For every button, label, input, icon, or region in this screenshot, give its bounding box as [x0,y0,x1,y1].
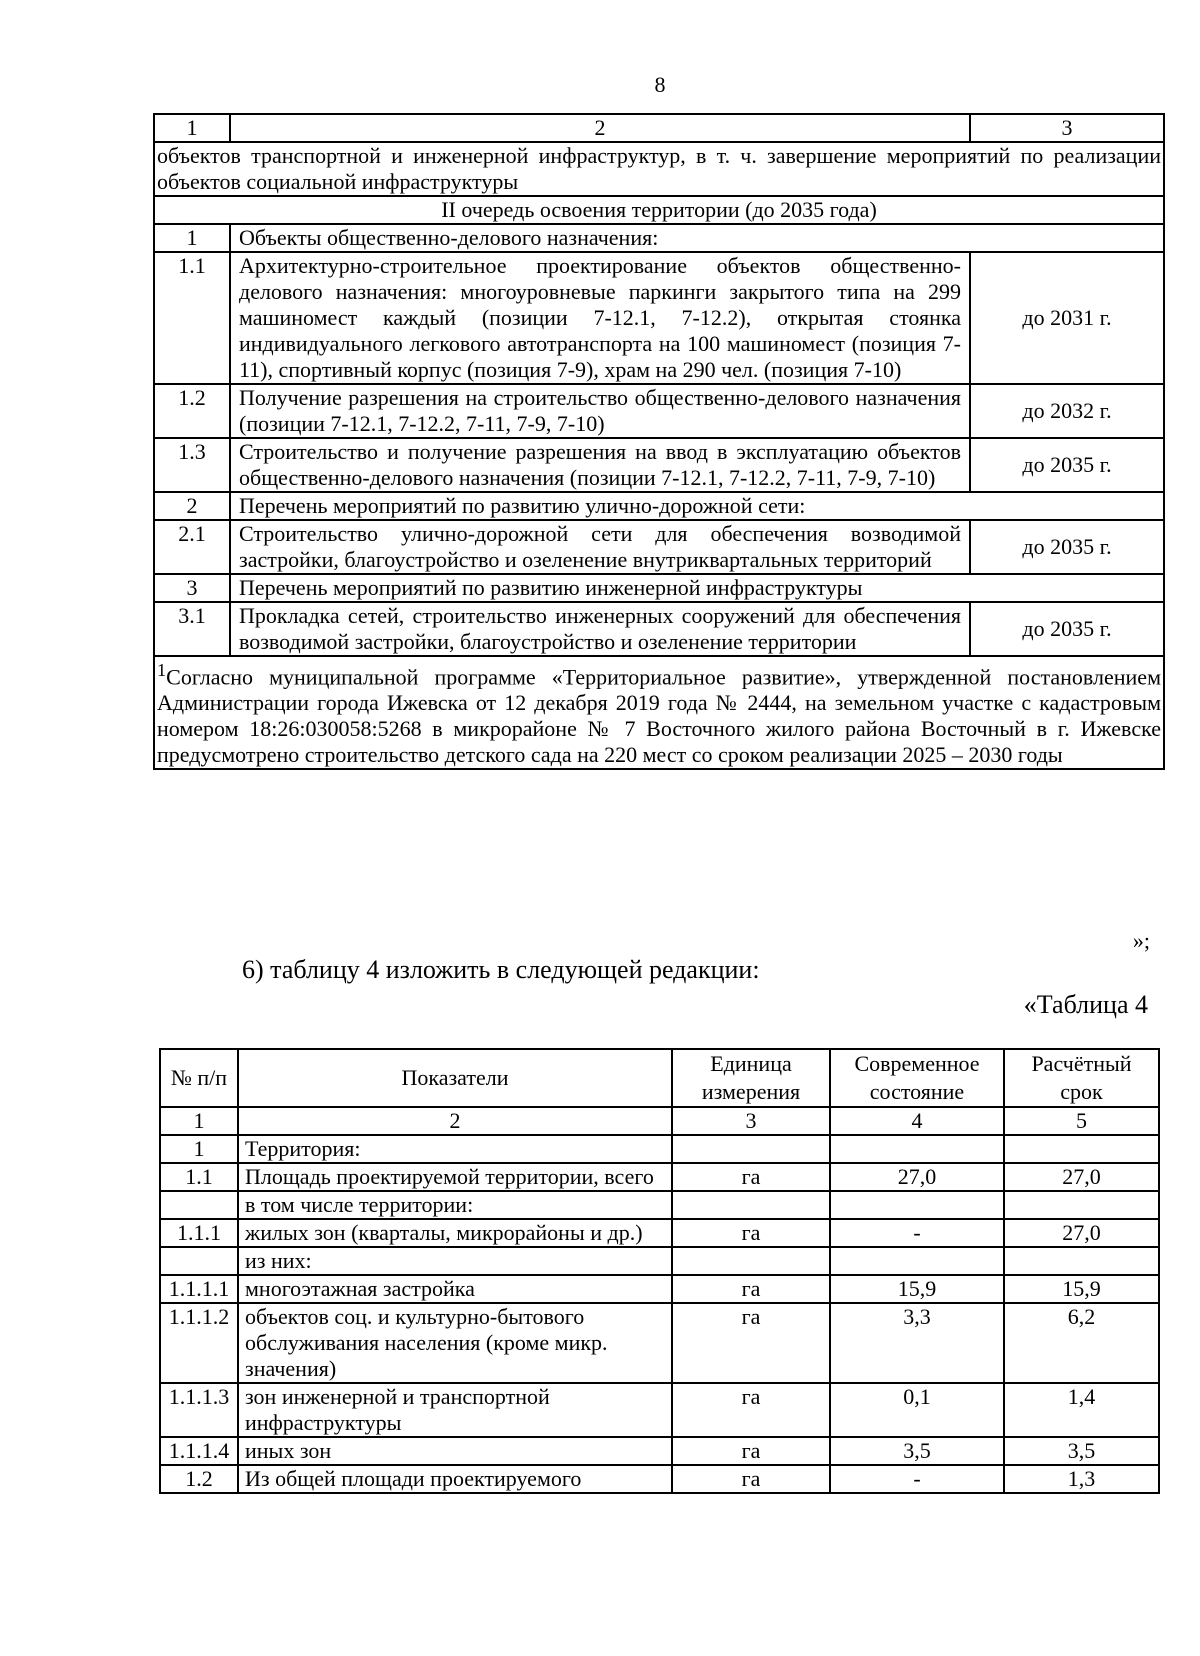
col-number: 4 [830,1107,1004,1135]
table-row [160,1383,1159,1437]
table-row [154,492,1164,520]
row-target: 27,0 [1004,1219,1159,1247]
row-number: 1.2 [160,1465,238,1493]
row-text: Строительство улично-дорожной сети для обеспечения возводимой застройки, благоустройство и озеленение внутриквартальных территорий [230,520,970,574]
table-row [160,1135,1159,1163]
table-row [160,1465,1159,1493]
row-current: - [830,1219,1004,1247]
row-text: Архитектурно-строительное проектирование объектов общественно-делового назначения: многоуровневые паркинги закрытого типа на 299 машиномест каждый (позиции 7-12.1, 7-12.2), открытая стоянка индивидуального легкового автотранспорта на 100 машиномест (позиция 7-11), спортивный корпус (позиция 7-9), храм на 290 чел. (позиция 7-10) [230,252,970,384]
row-number: 1.1.1.4 [160,1437,238,1465]
quote-end: »; [1132,928,1150,953]
row-number: 1.1.1.1 [160,1275,238,1303]
row-text: Строительство и получение разрешения на ввод в эксплуатацию объектов общественно-делового назначения (позиции 7-12.1, 7-12.2, 7-11, 7-9, 7-10) [230,438,970,492]
row-number [160,1191,238,1219]
row-unit: га [672,1465,830,1493]
row-text: Перечень мероприятий по развитию улично-дорожной сети: [230,492,1164,520]
page-number: 8 [654,72,666,97]
row-current [830,1191,1004,1219]
table-row [160,1219,1159,1247]
row-indicator: из них: [238,1247,672,1275]
continuation-text: объектов транспортной и инженерной инфраструктур, в т. ч. завершение мероприятий по реализации объектов социальной инфраструктуры [154,142,1164,196]
row-indicator: в том числе территории: [238,1191,672,1219]
col-header-3: 3 [970,114,1164,142]
row-indicator: зон инженерной и транспортной инфраструктуры [238,1383,672,1437]
row-text: Перечень мероприятий по развитию инженерной инфраструктуры [230,574,1164,602]
table-caption: «Таблица 4 [1023,990,1148,1019]
row-current: 3,5 [830,1437,1004,1465]
row-indicator: Из общей площади проектируемого [238,1465,672,1493]
row-current: 3,3 [830,1303,1004,1383]
row-term: до 2035 г. [970,520,1164,574]
row-number: 1.1.1 [160,1219,238,1247]
row-current: - [830,1465,1004,1493]
row-term: до 2035 г. [970,602,1164,656]
footnote-row [154,656,1164,769]
row-unit: га [672,1383,830,1437]
row-target: 1,3 [1004,1465,1159,1493]
row-target [1004,1191,1159,1219]
header-current: Современное состояние [830,1049,1004,1107]
header-num: № п/п [160,1049,238,1107]
col-number-row [160,1107,1159,1135]
row-text: Объекты общественно-делового назначения: [230,224,1164,252]
row-target [1004,1135,1159,1163]
table-row [160,1437,1159,1465]
amendment-instruction: 6) таблицу 4 изложить в следующей редакции: [242,955,760,984]
row-current [830,1247,1004,1275]
row-target [1004,1247,1159,1275]
table-row [154,602,1164,656]
row-number: 2.1 [154,520,230,574]
col-number: 3 [672,1107,830,1135]
row-current: 0,1 [830,1383,1004,1437]
table-row [154,438,1164,492]
row-unit [672,1135,830,1163]
row-unit: га [672,1303,830,1383]
row-term: до 2032 г. [970,384,1164,438]
row-number: 1.2 [154,384,230,438]
header-indicator: Показатели [238,1049,672,1107]
table-row [154,224,1164,252]
row-unit: га [672,1275,830,1303]
row-unit [672,1191,830,1219]
col-number: 2 [238,1107,672,1135]
row-target: 6,2 [1004,1303,1159,1383]
table-row [160,1163,1159,1191]
row-number: 2 [154,492,230,520]
table-header-row [160,1049,1159,1107]
row-current [830,1135,1004,1163]
row-target: 3,5 [1004,1437,1159,1465]
footnote [154,656,1164,769]
indicators-table [159,1048,1160,1494]
row-text: Прокладка сетей, строительство инженерных сооружений для обеспечения возводимой застройки, благоустройство и озеленение территории [230,602,970,656]
table-row [160,1303,1159,1383]
row-target: 1,4 [1004,1383,1159,1437]
row-indicator: Территория: [238,1135,672,1163]
col-header-2: 2 [230,114,970,142]
continuation-row [154,142,1164,196]
row-term: до 2031 г. [970,252,1164,384]
table-row [160,1191,1159,1219]
table-row [154,252,1164,384]
row-number [160,1247,238,1275]
stage-heading-row [154,196,1164,224]
row-unit: га [672,1219,830,1247]
row-unit: га [672,1437,830,1465]
header-unit: Единица измерения [672,1049,830,1107]
row-number: 3 [154,574,230,602]
row-indicator: жилых зон (кварталы, микрорайоны и др.) [238,1219,672,1247]
row-target: 15,9 [1004,1275,1159,1303]
table-header-row [154,114,1164,142]
row-unit [672,1247,830,1275]
row-indicator: Площадь проектируемой территории, всего [238,1163,672,1191]
col-number: 5 [1004,1107,1159,1135]
row-number: 1.1.1.3 [160,1383,238,1437]
stage-heading: II очередь освоения территории (до 2035 года) [154,196,1164,224]
row-number: 1.1 [160,1163,238,1191]
table-row [154,384,1164,438]
row-text: Получение разрешения на строительство общественно-делового назначения (позиции 7-12.1, 7-12.2, 7-11, 7-9, 7-10) [230,384,970,438]
header-target: Расчётный срок [1004,1049,1159,1107]
row-number: 1.1.1.2 [160,1303,238,1383]
row-number: 1.1 [154,252,230,384]
row-number: 1.3 [154,438,230,492]
footnote-text: Согласно муниципальной программе «Территориальное развитие», утвержденной постановлением Администрации города Ижевска от 12 декабря 2019 года № 2444, на земельном участке с кадастровым номером 18:26:030058:5268 в микрорайоне № 7 Восточного жилого района Восточный в г. Ижевске предусмотрено строительство детского сада на 220 мест со сроком реализации 2025 – 2030 годы [157,664,1161,768]
table-row [154,574,1164,602]
row-current: 15,9 [830,1275,1004,1303]
table-row [160,1247,1159,1275]
col-number: 1 [160,1107,238,1135]
row-target: 27,0 [1004,1163,1159,1191]
row-number: 1 [160,1135,238,1163]
row-indicator: многоэтажная застройка [238,1275,672,1303]
row-number: 1 [154,224,230,252]
schedule-table [153,113,1165,770]
row-indicator: иных зон [238,1437,672,1465]
row-term: до 2035 г. [970,438,1164,492]
table-row [154,520,1164,574]
table-row [160,1275,1159,1303]
row-unit: га [672,1163,830,1191]
col-header-1: 1 [154,114,230,142]
footnote-mark: 1 [157,660,167,680]
row-number: 3.1 [154,602,230,656]
row-indicator: объектов соц. и культурно-бытового обслуживания населения (кроме микр. значения) [238,1303,672,1383]
row-current: 27,0 [830,1163,1004,1191]
